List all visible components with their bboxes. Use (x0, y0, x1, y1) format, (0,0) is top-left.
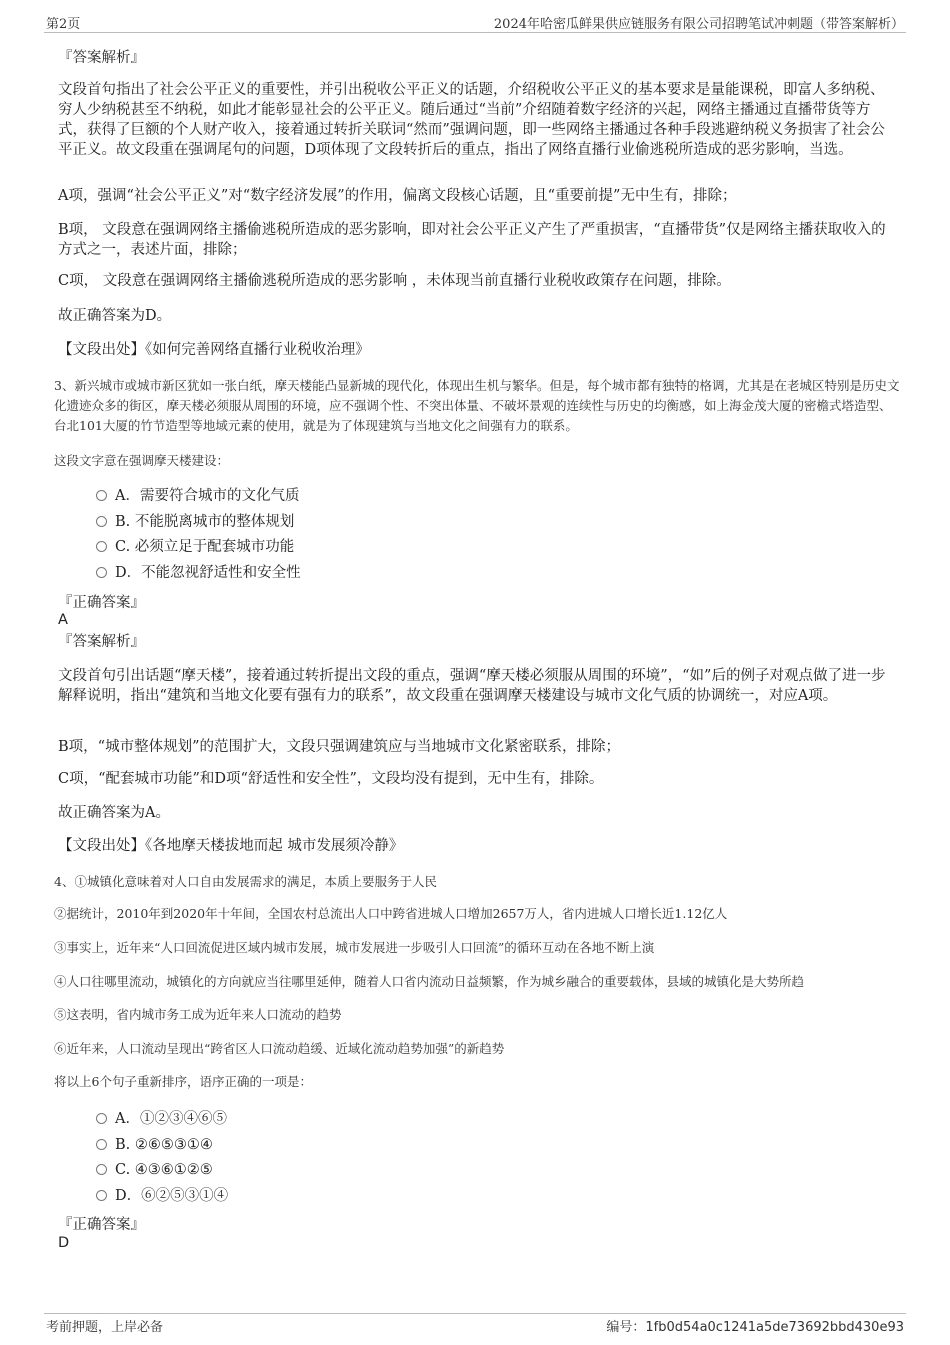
q2-conclusion: 故正确答案为D。 (58, 308, 172, 324)
q3-option-a[interactable] (96, 486, 299, 506)
q3-question: 这段文字意在强调摩天楼建设： (54, 453, 230, 468)
page-footer (44, 1313, 906, 1336)
q3-option-a-label: A．需要符合城市的文化气质 (115, 488, 300, 504)
q3-correct-answer: A (58, 612, 68, 628)
footer-slogan: 考前押题，上岸必备 (46, 1320, 164, 1335)
q2-source: 【文段出处】《如何完善网络直播行业税收治理》 (58, 342, 370, 358)
q3-option-c[interactable] (96, 537, 294, 557)
q4-sentence-5: ⑤这表明，省内城市务工成为近年来人口流动的趋势 (54, 1007, 342, 1022)
q3-conclusion: 故正确答案为A。 (58, 805, 170, 821)
q4-option-a[interactable] (96, 1109, 227, 1129)
q3-stem: 3、新兴城市或城市新区犹如一张白纸，摩天楼能凸显新城的现代化，体现出生机与繁华。但是，每个城市都有独特的格调，尤其是在老城区特别是历史文化遗迹众多的街区，摩天楼必须服从周围的环境，应不强调个性、不突出体量、不破坏景观的连续性与历史的均衡感，如上海金茂大厦的密檐式塔造型、台北101大厦的竹节造型等地域元素的使用，就是为了体现建筑与当地文化之间强有力的联系。 (54, 378, 900, 433)
radio-icon[interactable] (96, 541, 107, 552)
document-id: 编号：1fb0d54a0c1241a5de73692bbd430e93 (606, 1320, 904, 1335)
q3-option-b-label: B. 不能脱离城市的整体规划 (115, 514, 295, 530)
radio-icon[interactable] (96, 1190, 107, 1201)
radio-icon[interactable] (96, 1139, 107, 1150)
q4-sentence-2: ②据统计，2010年到2020年十年间，全国农村总流出人口中跨省进城人口增加2657万人，省内进城人口增长近1.12亿人 (54, 906, 728, 921)
q4-option-b-label: B. ②⑥⑤③①④ (115, 1137, 213, 1153)
q3-option-d[interactable] (96, 563, 301, 583)
q3-analysis: 文段首句引出话题“摩天楼”，接着通过转折提出文段的重点，强调“摩天楼必须服从周围的环境”，“如”后的例子对观点做了进一步解释说明，指出“建筑和当地文化要有强有力的联系”，故文段重在强调摩天楼建设与城市文化气质的协调统一，对应A项。 (58, 668, 886, 704)
q4-option-a-label: A．①②③④⑥⑤ (115, 1111, 227, 1127)
page-number: 第2页 (46, 17, 81, 32)
q4-option-c[interactable] (96, 1160, 213, 1180)
page-header (44, 10, 906, 33)
q4-option-d[interactable] (96, 1186, 228, 1206)
q3-option-c-label: C. 必须立足于配套城市功能 (115, 539, 295, 555)
q2-option-b-analysis: B项， 文段意在强调网络主播偷逃税所造成的恶劣影响，即对社会公平正义产生了严重损害，“直播带货”仅是网络主播获取收入的方式之一，表述片面，排除； (58, 222, 886, 258)
q3-option-b-analysis: B项，“城市整体规划”的范围扩大，文段只强调建筑应与当地城市文化紧密联系，排除； (58, 739, 620, 755)
q3-analysis-label: 『答案解析』 (58, 634, 145, 650)
q4-sentence-4: ④人口往哪里流动，城镇化的方向就应当往哪里延伸，随着人口省内流动日益频繁，作为城乡融合的重要载体，县域的城镇化是大势所趋 (54, 974, 805, 989)
radio-icon[interactable] (96, 516, 107, 527)
q3-source: 【文段出处】《各地摩天楼拔地而起 城市发展须冷静》 (58, 838, 404, 854)
document-title: 2024年哈密瓜鲜果供应链服务有限公司招聘笔试冲刺题（带答案解析） (493, 17, 904, 32)
q4-sentence-3: ③事实上，近年来“人口回流促进区域内城市发展，城市发展进一步吸引人口回流”的循环互动在各地不断上演 (54, 940, 655, 955)
radio-icon[interactable] (96, 567, 107, 578)
q3-option-b[interactable] (96, 512, 294, 532)
radio-icon[interactable] (96, 1113, 107, 1124)
q4-correct-label: 『正确答案』 (58, 1217, 145, 1233)
q4-option-b[interactable] (96, 1135, 213, 1155)
q2-option-c-analysis: C项， 文段意在强调网络主播偷逃税所造成的恶劣影响 ，未体现当前直播行业税收政策存在问题，排除。 (58, 273, 731, 289)
q4-question: 将以上6个句子重新排序，语序正确的一项是： (54, 1074, 312, 1089)
radio-icon[interactable] (96, 490, 107, 501)
q4-sentence-6: ⑥近年来，人口流动呈现出“跨省区人口流动趋缓、近域化流动趋势加强”的新趋势 (54, 1041, 505, 1056)
q2-option-a-analysis: A项，强调“社会公平正义”对“数字经济发展”的作用，偏离文段核心话题，且“重要前提”无中生有，排除； (58, 188, 737, 204)
q4-option-c-label: C. ④③⑥①②⑤ (115, 1162, 213, 1178)
q4-option-d-label: D．⑥②⑤③①④ (115, 1188, 229, 1204)
q3-option-c-analysis: C项，“配套城市功能”和D项“舒适性和安全性”，文段均没有提到，无中生有，排除。 (58, 771, 604, 787)
radio-icon[interactable] (96, 1164, 107, 1175)
q3-option-d-label: D．不能忽视舒适性和安全性 (115, 565, 301, 581)
q4-correct-answer: D (58, 1235, 70, 1251)
q2-analysis: 文段首句指出了社会公平正义的重要性，并引出税收公平正义的话题，介绍税收公平正义的基本要求是量能课税，即富人多纳税、穷人少纳税甚至不纳税，如此才能彰显社会的公平正义。随后通过“当前”介绍随着数字经济的兴起，网络主播通过直播带货等方式，获得了巨额的个人财产收入，接着通过转折关联词“然而”强调问题，即一些网络主播通过各种手段逃避纳税义务损害了社会公平正义。故文段重在强调尾句的问题，D项体现了文段转折后的重点，指出了网络直播行业偷逃税所造成的恶劣影响，当选。 (58, 82, 885, 158)
q2-analysis-label: 『答案解析』 (58, 50, 145, 66)
q3-correct-label: 『正确答案』 (58, 595, 145, 611)
q4-sentence-1: 4、①城镇化意味着对人口自由发展需求的满足，本质上要服务于人民 (54, 874, 437, 889)
